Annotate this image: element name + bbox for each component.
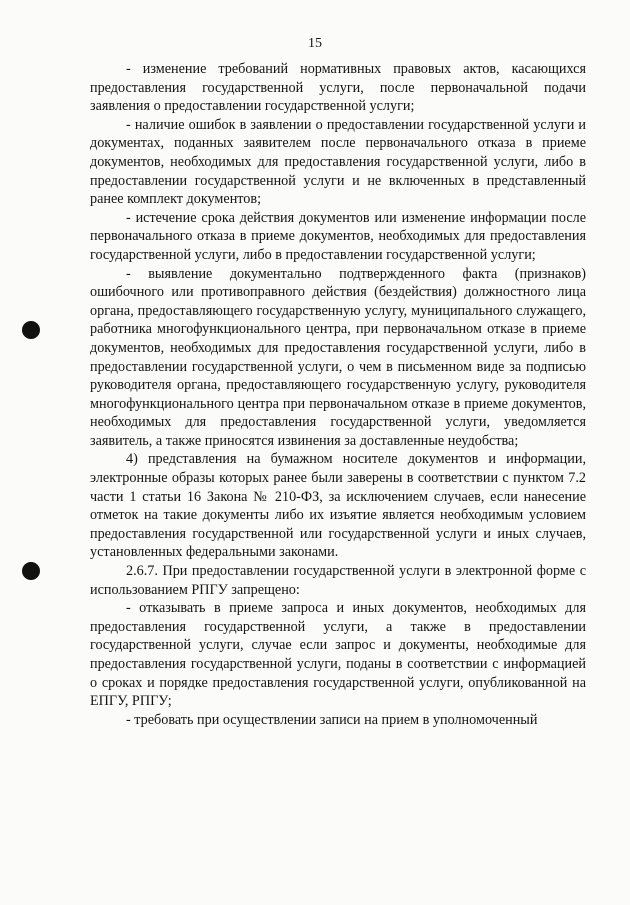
paragraph: - требовать при осуществлении записи на прием в уполномоченный	[126, 711, 538, 728]
document-body	[90, 60, 586, 729]
paragraph: 2.6.7. При предоставлении государственной услуги в электронной форме с использованием РПГУ запрещено:	[90, 563, 586, 598]
page-number: 15	[308, 36, 322, 51]
punch-hole-top	[22, 321, 40, 339]
paragraph: 4) представления на бумажном носителе документов и информации, электронные образы которых ранее были заверены в соответствии с пунктом 7.2 части 1 статьи 16 Закона № 210-ФЗ, за исключением случаев, если нанесение отметок на такие документы либо их изъятие является необходимым условием предоставления государственной или государственной услуги и иных случаев, установленных федеральными законами.	[90, 451, 586, 561]
paragraph: - выявление документально подтвержденного факта (признаков) ошибочного или противоправного действия (бездействия) должностного лица органа, предоставляющего государственную услугу, муниципального служащего, работника многофункционального центра, при первоначальном отказе в приеме документов, необходимых для предоставления государственной услуги, либо в предоставлении государственной услуги, о чем в письменном виде за подписью руководителя органа, предоставляющего государственную услугу, руководителя многофункционального центра при первоначальном отказе в приеме документов, необходимых для предоставления государственной услуги, уведомляется заявитель, а также приносятся извинения за доставленные неудобства;	[90, 265, 586, 449]
paragraph: - наличие ошибок в заявлении о предоставлении государственной услуги и документах, поданных заявителем после первоначального отказа в приеме документов, необходимых для предоставления государственной услуги, либо в предоставлении государственной услуги и не включенных в представленный ранее комплект документов;	[90, 116, 586, 208]
paragraph: - истечение срока действия документов или изменение информации после первоначального отказа в приеме документов, необходимых для предоставления государственной услуги, либо в предоставлении государственной услуги;	[90, 209, 586, 263]
punch-hole-bottom	[22, 562, 40, 580]
paragraph: - отказывать в приеме запроса и иных документов, необходимых для предоставления государственной услуги, а также в предоставлении государственной услуги, случае если запрос и документы, необходимые для предоставления государственной услуги, поданы в соответствии с информацией о сроках и порядке предоставления государственной услуги, опубликованной на ЕПГУ, РПГУ;	[90, 600, 586, 710]
paragraph: - изменение требований нормативных правовых актов, касающихся предоставления государственной услуги, после первоначальной подачи заявления о предоставлении государственной услуги;	[90, 61, 586, 115]
